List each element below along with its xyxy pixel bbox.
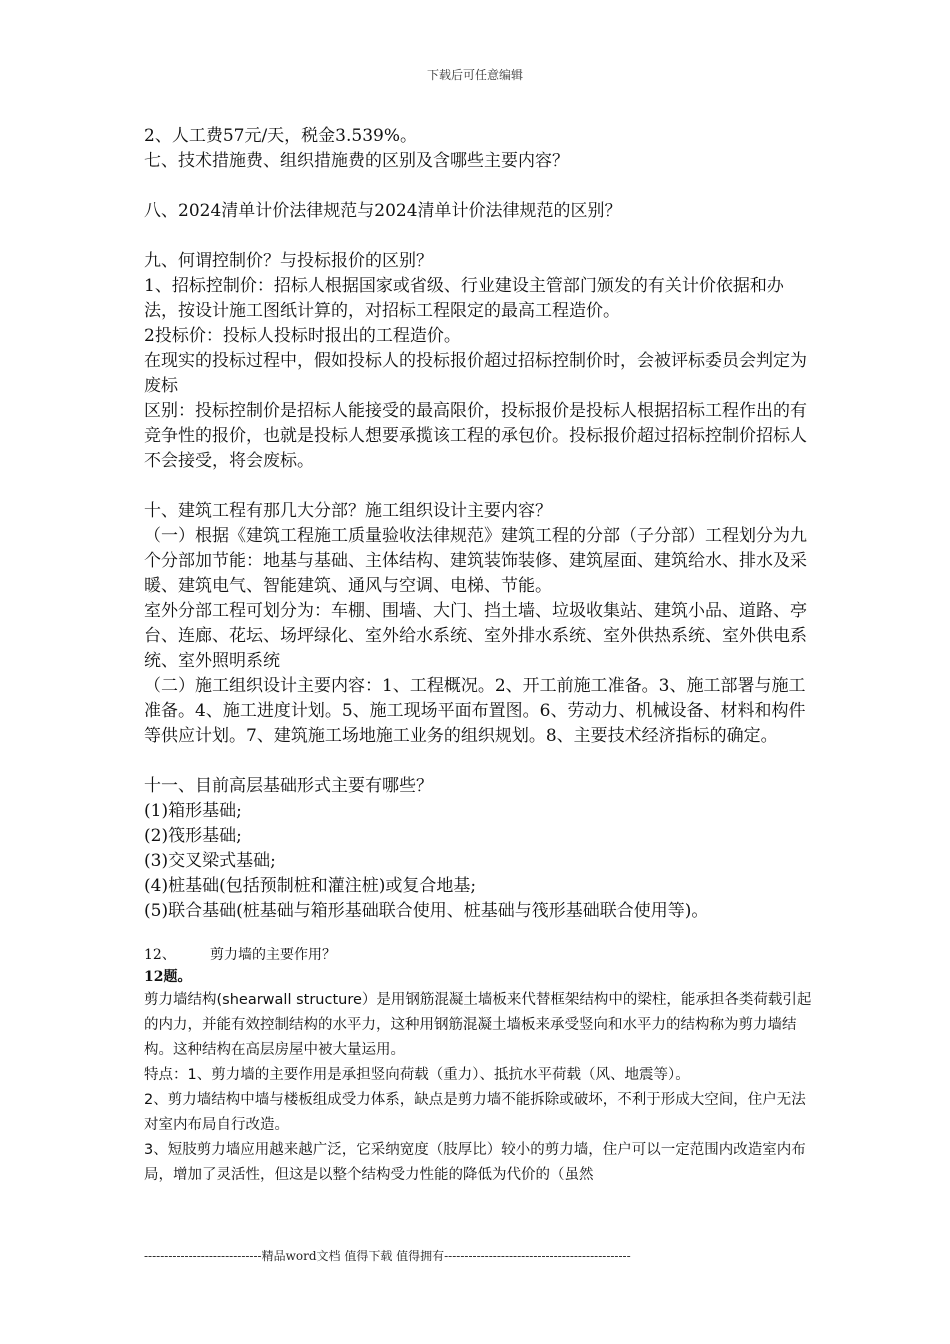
paragraph-outdoor-divisions: 室外分部工程可划分为：车棚、围墙、大门、挡土墙、垃圾收集站、建筑小品、道路、亭台、连廊、花坛、场坪绿化、室外给水系统、室外排水系统、室外供热系统、室外供电系统、室外照明系统 bbox=[144, 601, 807, 671]
list-item: (5)联合基础(桩基础与箱形基础联合使用、桩基础与筏形基础联合使用等)。 bbox=[144, 901, 709, 921]
paragraph-features: 特点：1、剪力墙的主要作用是承担竖向荷载（重力）、抵抗水平荷载（风、地震等）。 bbox=[144, 1067, 690, 1083]
paragraph-bid-price: 2投标价：投标人投标时报出的工程造价。 bbox=[144, 326, 461, 346]
answer-12-heading: 12题。 bbox=[144, 969, 192, 985]
question-12 bbox=[144, 944, 812, 966]
question-12-number: 12、 bbox=[144, 947, 176, 963]
page-footer-note: -----------------------------精品word文档 值得下载 值得拥有---------------------------------------------- bbox=[144, 1249, 631, 1263]
paragraph-invalid-bid: 在现实的投标过程中，假如投标人的投标报价超过招标控制价时，会被评标委员会判定为废标 bbox=[144, 351, 807, 396]
paragraph-tender-control-price: 1、招标控制价：招标人根据国家或省级、行业建设主管部门颁发的有关计价依据和办法，按设计施工图纸计算的，对招标工程限定的最高工程造价。 bbox=[144, 276, 784, 321]
paragraph-feature-2: 2、剪力墙结构中墙与楼板组成受力体系，缺点是剪力墙不能拆除或破坏，不利于形成大空间，住户无法对室内布局自行改造。 bbox=[144, 1092, 806, 1133]
question-12-text: 剪力墙的主要作用？ bbox=[210, 947, 336, 963]
paragraph-construction-design: （二）施工组织设计主要内容：1、工程概况。2、开工前施工准备。3、施工部署与施工准备。4、施工进度计划。5、施工现场平面布置图。6、劳动力、机械设备、材料和构件等供应计划。7、建筑施工场地施工业务的组织规划。8、主要技术经济指标的确定。 bbox=[144, 676, 806, 746]
document-body bbox=[144, 124, 812, 1188]
paragraph-difference: 区别：投标控制价是招标人能接受的最高限价，投标报价是投标人根据招标工程作出的有竞争性的报价，也就是投标人想要承揽该工程的承包价。投标报价超过招标控制价招标人不会接受，将会废标。 bbox=[144, 401, 807, 471]
paragraph-divisions: （一）根据《建筑工程施工质量验收法律规范》建筑工程的分部（子分部）工程划分为九个分部加节能：地基与基础、主体结构、建筑装饰装修、建筑屋面、建筑给水、排水及采暖、建筑电气、智能建筑、通风与空调、电梯、节能。 bbox=[144, 526, 807, 596]
question-9: 九、何谓控制价？与投标报价的区别？ bbox=[144, 251, 433, 271]
paragraph-feature-3: 3、短肢剪力墙应用越来越广泛，它采纳宽度（肢厚比）较小的剪力墙，住户可以一定范围内改造室内布局，增加了灵活性，但这是以整个结构受力性能的降低为代价的（虽然 bbox=[144, 1142, 806, 1183]
list-item: (1)箱形基础; bbox=[144, 801, 242, 821]
question-7: 七、技术措施费、组织措施费的区别及含哪些主要内容？ bbox=[144, 151, 569, 171]
question-11: 十一、目前高层基础形式主要有哪些？ bbox=[144, 776, 433, 796]
list-item: (4)桩基础(包括预制桩和灌注桩)或复合地基; bbox=[144, 876, 477, 896]
list-item: (3)交叉梁式基础; bbox=[144, 851, 276, 871]
page-header-note: 下载后可任意编辑 bbox=[426, 68, 523, 82]
paragraph-shearwall: 剪力墙结构(shearwall structure）是用钢筋混凝土墙板来代替框架结构中的梁柱，能承担各类荷载引起的内力，并能有效控制结构的水平力，这种用钢筋混凝土墙板来承受竖向和水平力的结构称为剪力墙结构。这种结构在高层房屋中被大量运用。 bbox=[144, 992, 812, 1058]
question-10: 十、建筑工程有那几大分部？施工组织设计主要内容？ bbox=[144, 501, 552, 521]
paragraph-labor-cost: 2、人工费57元/天，税金3.539%。 bbox=[144, 126, 417, 146]
question-8: 八、2024清单计价法律规范与2024清单计价法律规范的区别？ bbox=[144, 201, 622, 221]
list-item: (2)筏形基础; bbox=[144, 826, 242, 846]
